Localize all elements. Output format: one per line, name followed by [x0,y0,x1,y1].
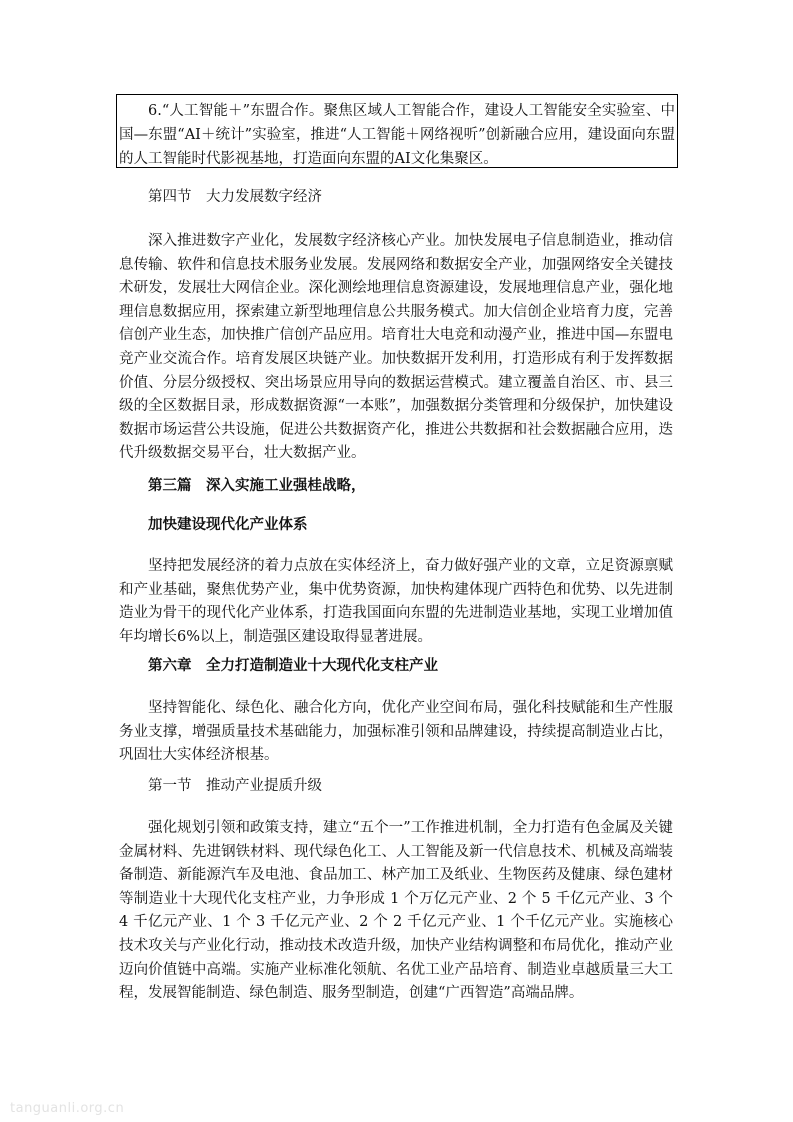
highlight-box-text: 6.“人工智能＋”东盟合作。聚焦区域人工智能合作，建设人工智能安全实验室、中国—东盟“AI＋统计”实验室，推进“人工智能＋网络视听”创新融合应用，建设面向东盟的人工智能时代影视基地，打造面向东盟的AI文化集聚区。 [119,103,675,167]
site-watermark: tanguanli.org.cn [10,1101,125,1116]
part-3-paragraph: 坚持把发展经济的着力点放在实体经济上，奋力做好强产业的文章，立足资源禀赋和产业基础，聚焦优势产业，集中优势资源，加快构建体现广西特色和优势、以先进制造业为骨干的现代化产业体系，打造我国面向东盟的先进制造业基地，实现工业增加值年均增长6%以上，制造强区建设取得显著进展。 [119,558,673,645]
section-1-heading: 第一节 推动产业提质升级 [148,778,322,794]
highlight-box [116,94,678,168]
section-4-paragraph: 深入推进数字产业化，发展数字经济核心产业。加快发展电子信息制造业，推动信息传输、软件和信息技术服务业发展。发展网络和数据安全产业，加强网络安全关键技术研发，发展壮大网信企业。深化测绘地理信息资源建设，发展地理信息产业，强化地理信息数据应用，探索建立新型地理信息公共服务模式。加大信创企业培育力度，完善信创产业生态，加快推广信创产品应用。培育壮大电竞和动漫产业，推进中国—东盟电竞产业交流合作。培育发展区块链产业。加快数据开发利用，打造形成有利于发挥数据价值、分层分级授权、突出场景应用导向的数据运营模式。建立覆盖自治区、市、县三级的全区数据目录，形成数据资源“一本账”，加强数据分类管理和分级保护，加快建设数据市场运营公共设施，促进公共数据资产化，推进公共数据和社会数据融合应用，迭代升级数据交易平台，壮大数据产业。 [119,233,673,462]
part-3-heading-line-2: 加快建设现代化产业体系 [148,516,308,533]
part-3-heading-line-1: 第三篇 深入实施工业强桂战略， [148,477,366,494]
chapter-6-heading: 第六章 全力打造制造业十大现代化支柱产业 [148,657,438,674]
section-1-paragraph: 强化规划引领和政策支持，建立“五个一”工作推进机制，全力打造有色金属及关键金属材料、先进钢铁材料、现代绿色化工、人工智能及新一代信息技术、机械及高端装备制造、新能源汽车及电池、食品加工、林产加工及纸业、生物医药及健康、绿色建材等制造业十大现代化支柱产业，力争形成 1 个万亿元产业、2 个 5 千亿元产业、3 个 4 千亿元产业、1 个 3 千亿元产业、2 个 2 千亿元产业、1 个千亿元产业。实施核心技术攻关与产业化行动，推动技术改造升级，加快产业结构调整和布局优化，推动产业迈向价值链中高端。实施产业标准化领航、名优工业产品培育、制造业卓越质量三大工程，发展智能制造、绿色制造、服务型制造，创建“广西智造”高端品牌。 [119,820,673,1002]
section-4-heading: 第四节 大力发展数字经济 [148,189,322,205]
chapter-6-paragraph: 坚持智能化、绿色化、融合化方向，优化产业空间布局，强化科技赋能和生产性服务业支撑，增强质量技术基础能力，加强标准引领和品牌建设，持续提高制造业占比，巩固壮大实体经济根基。 [119,700,673,764]
